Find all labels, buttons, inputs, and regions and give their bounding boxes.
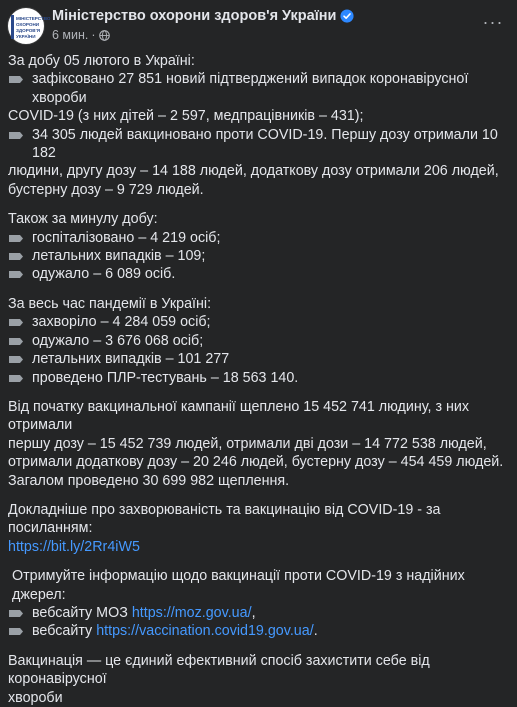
list-item (8, 604, 507, 622)
pushpin-icon (8, 131, 24, 140)
pushpin-icon (8, 337, 24, 346)
list-item-text: проведено ПЛР-тестувань – 18 563 140. (32, 369, 299, 386)
meta-separator: · (91, 28, 96, 42)
intro-text: За добу 05 лютого в Україні: (8, 53, 195, 69)
pushpin-icon (8, 234, 24, 243)
list-item (8, 126, 507, 163)
campaign-line: першу дозу – 15 452 739 людей, отримали дві дози – 14 772 538 людей, (8, 435, 487, 452)
list-item (8, 332, 507, 350)
source-label: вебсайту МОЗ (32, 604, 128, 621)
post-time[interactable]: 6 мин. (52, 28, 89, 42)
post-header (0, 0, 517, 50)
list-item-text: одужало – 6 089 осіб. (32, 266, 176, 283)
list-item-text (32, 622, 318, 640)
section-title: За весь час пандемії в Україні: (8, 295, 212, 312)
list-item-text: летальних випадків – 109; (32, 248, 206, 265)
source-suffix: . (313, 623, 318, 640)
campaign-line: отримали додаткову дозу – 20 246 людей, бустерну дозу – 454 459 людей. (8, 454, 504, 471)
pushpin-icon (8, 374, 24, 383)
page-name-label[interactable]: Міністерство охорони здоров'я України (52, 8, 337, 24)
svg-text:МІНІСТЕРСТВО: МІНІСТЕРСТВО (16, 16, 51, 21)
svg-text:УКРАЇНИ: УКРАЇНИ (16, 34, 36, 39)
list-item (8, 622, 507, 640)
post-meta (52, 28, 110, 42)
pushpin-icon (8, 252, 24, 261)
list-item (8, 313, 507, 331)
details-link[interactable]: https://bit.ly/2Rr4iW5 (8, 538, 140, 555)
list-item (8, 369, 507, 387)
list-item-text: летальних випадків – 101 277 (32, 351, 230, 368)
ministry-logo-icon (11, 15, 51, 39)
pushpin-icon (8, 318, 24, 327)
campaign-line: Загалом проведено 30 699 982 щеплення. (8, 472, 290, 489)
verified-badge-icon (340, 9, 354, 23)
details-text: Докладніше про захворюваність та вакцинацію від COVID-19 - за посиланням: (8, 501, 441, 537)
vaccination-link[interactable]: https://vaccination.covid19.gov.ua/ (96, 623, 314, 640)
campaign-line: Від початку вакцинальної кампанії щеплено 15 452 741 людину, з них отримали (8, 398, 470, 434)
list-item (8, 70, 507, 107)
list-item-text: зафіксовано 27 851 новий підтверджений випадок коронавірусної хвороби (32, 71, 469, 106)
section-title: Також за минулу добу: (8, 211, 158, 228)
page-avatar[interactable] (7, 7, 51, 45)
svg-text:ЗДОРОВ'Я: ЗДОРОВ'Я (16, 28, 41, 33)
svg-text:ОХОРОНИ: ОХОРОНИ (16, 22, 40, 27)
list-item-text: госпіталізовано – 4 219 осіб; (32, 229, 221, 246)
globe-icon (99, 30, 110, 41)
source-label: вебсайту (32, 623, 93, 640)
list-item-text: 34 305 людей вакциновано проти COVID-19. Першу дозу отримали 10 182 (32, 126, 498, 162)
source-suffix: , (251, 604, 256, 621)
details-link-row (8, 538, 507, 556)
list-item (8, 247, 507, 265)
pushpin-icon (8, 75, 24, 84)
list-item (8, 350, 507, 368)
pushpin-icon (8, 609, 24, 618)
pushpin-icon (8, 627, 24, 636)
more-options-button[interactable] (479, 8, 507, 36)
closing-line: хвороби (8, 689, 63, 706)
moz-link[interactable]: https://moz.gov.ua/ (131, 604, 252, 621)
page-name[interactable] (52, 8, 354, 24)
list-item (8, 229, 507, 247)
more-options-icon: ··· (482, 11, 504, 32)
post-body (8, 52, 507, 707)
list-item-continuation: COVID-19 (з них дітей – 2 597, медпрацівників – 431); (8, 108, 364, 125)
closing-line: Вакцинація — це єдиний ефективний спосіб захистити себе від коронавірусної (8, 652, 430, 688)
list-item (8, 265, 507, 283)
list-item-text (32, 604, 256, 622)
pushpin-icon (8, 355, 24, 364)
list-item-continuation: людини, другу дозу – 14 188 людей, додаткову дозу отримали 206 людей, (8, 163, 499, 180)
sources-title: Отримуйте інформацію щодо вакцинації проти COVID-19 з надійних джерел: (12, 568, 465, 603)
list-item-text: захворіло – 4 284 059 осіб; (32, 314, 211, 331)
list-item-continuation: бустерну дозу – 9 729 людей. (8, 181, 204, 198)
list-item-text: одужало – 3 676 068 осіб; (32, 332, 204, 349)
pushpin-icon (8, 270, 24, 279)
